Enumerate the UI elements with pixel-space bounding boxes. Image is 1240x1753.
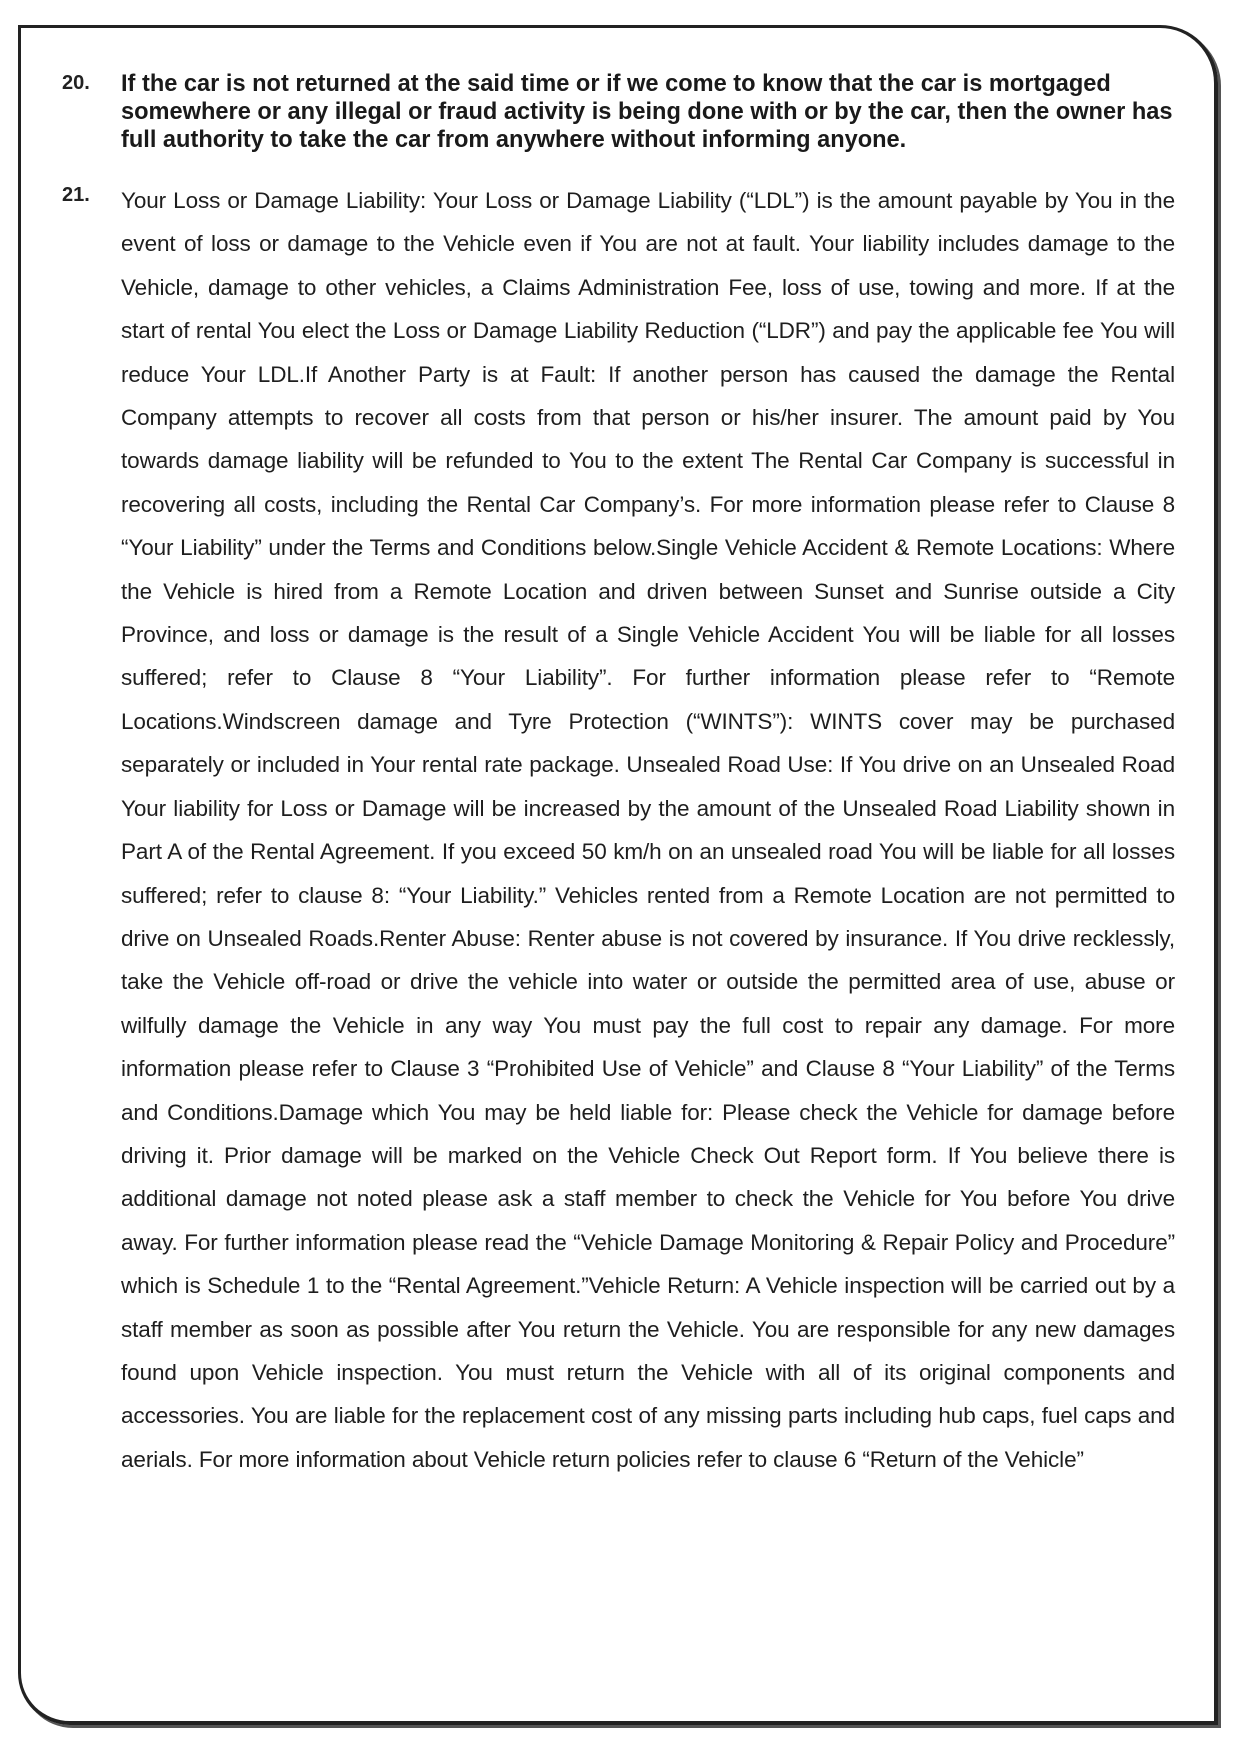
- clause-number: 20.: [62, 72, 90, 94]
- clause-text: If the car is not returned at the said time or if we come to know that the car is mortgaged somewhere or any illegal or fraud activity is being done with or by the car, then the owner has full authority to take the car from anywhere without informing anyone.: [121, 71, 1173, 153]
- clause-text: Your Loss or Damage Liability: Your Loss or Damage Liability (“LDL”) is the amount payable by You in the event of loss or damage to the Vehicle even if You are not at fault. Your liability includes damage to the Vehicle, damage to other vehicles, a Claims Administration Fee, loss of use, towing and more. If at the start of rental You elect the Loss or Damage Liability Reduction (“LDR”) and pay the applicable fee You will reduce Your LDL.If Another Party is at Fault: If another person has caused the damage the Rental Company attempts to recover all costs from that person or his/her insurer. The amount paid by You towards damage liability will be refunded to You to the extent The Rental Car Company is successful in recovering all costs, including the Rental Car Company’s. For more information please refer to Clause 8 “Your Liability” under the Terms and Conditions below.Single Vehicle Accident & Remote Locations: Where the Vehicle is hired from a Remote Location and driven between Sunset and Sunrise outside a City Province, and loss or damage is the result of a Single Vehicle Accident You will be liable for all losses suffered; refer to Clause 8 “Your Liability”. For further information please refer to “Remote Locations.Windscreen damage and Tyre Protection (“WINTS”): WINTS cover may be purchased separately or included in Your rental rate package. Unsealed Road Use: If You drive on an Unsealed Road Your liability for Loss or Damage will be increased by the amount of the Unsealed Road Liability shown in Part A of the Rental Agreement. If you exceed 50 km/h on an unsealed road You will be liable for all losses suffered; refer to clause 8: “Your Liability.” Vehicles rented from a Remote Location are not permitted to drive on Unsealed Roads.Renter Abuse: Renter abuse is not covered by insurance. If You drive recklessly, take the Vehicle off-road or drive the vehicle into water or outside the permitted area of use, abuse or wilfully damage the Vehicle in any way You must pay the full cost to repair any damage. For more information please refer to Clause 3 “Prohibited Use of Vehicle” and Clause 8 “Your Liability” of the Terms and Conditions.Damage which You may be held liable for: Please check the Vehicle for damage before driving it. Prior damage will be marked on the Vehicle Check Out Report form. If You believe there is additional damage not noted please ask a staff member to check the Vehicle for You before You drive away. For further information please read the “Vehicle Damage Monitoring & Repair Policy and Procedure” which is Schedule 1 to the “Rental Agreement.”Vehicle Return: A Vehicle inspection will be carried out by a staff member as soon as possible after You return the Vehicle. You are responsible for any new damages found upon Vehicle inspection. You must return the Vehicle with all of its original components and accessories. You are liable for the replacement cost of any missing parts including hub caps, fuel caps and aerials. For more information about Vehicle return policies refer to clause 6 “Return of the Vehicle”: [121, 188, 1175, 1472]
- clause-number: 21.: [62, 184, 90, 206]
